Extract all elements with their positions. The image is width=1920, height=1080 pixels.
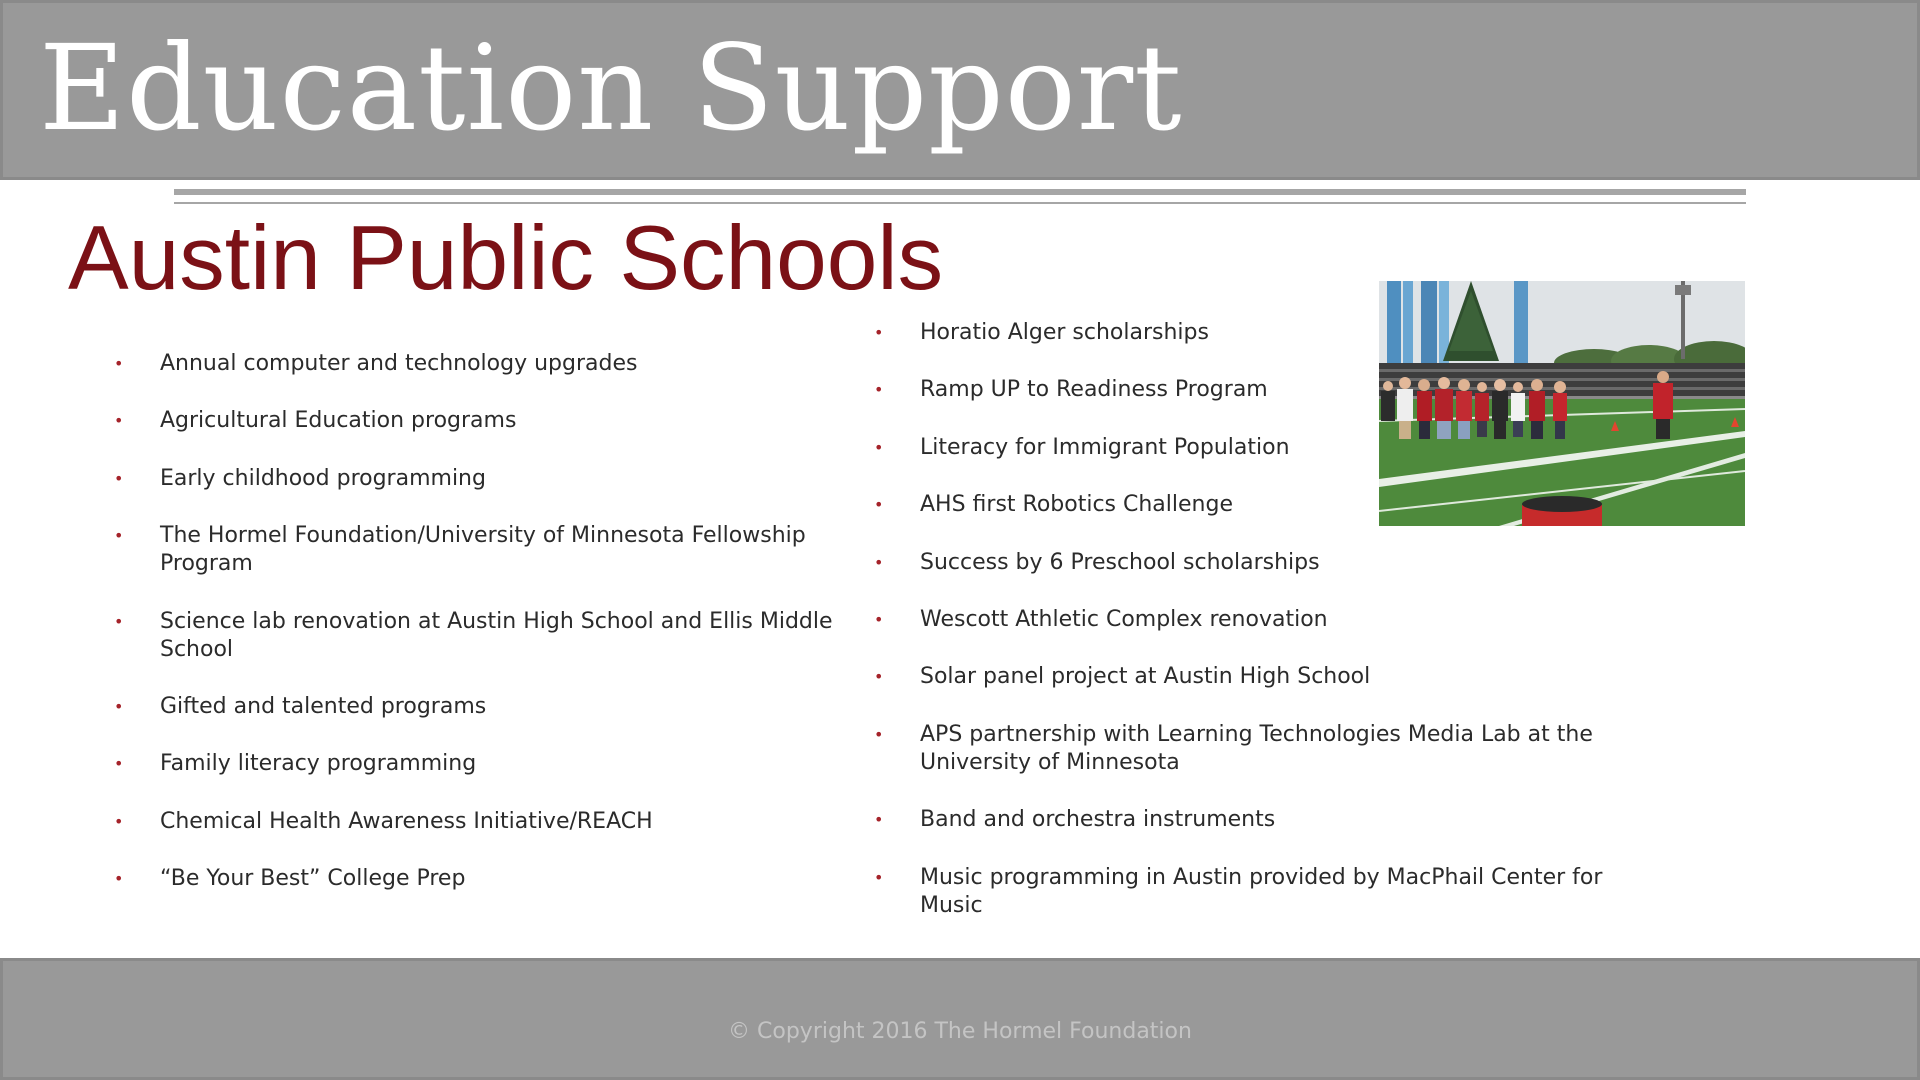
bullet-icon: • (874, 323, 884, 342)
list-item (112, 465, 842, 493)
list-item (112, 808, 842, 836)
bullet-icon: • (874, 609, 884, 629)
footer-bar (0, 958, 1920, 1080)
bullet-icon: • (874, 867, 884, 887)
bullet-icon: • (114, 354, 124, 373)
list-item-text: Chemical Health Awareness Initiative/REACH (160, 808, 653, 834)
list-item (872, 606, 1672, 634)
list-item-text: Science lab renovation at Austin High School and Ellis Middle School (160, 608, 833, 662)
bullet-icon: • (114, 526, 124, 546)
list-item-text: Ramp UP to Readiness Program (920, 377, 1268, 403)
list-item-text: APS partnership with Learning Technologies Media Lab at the University of Minnesota (920, 721, 1593, 775)
bullet-icon: • (114, 611, 124, 631)
list-item-text: Annual computer and technology upgrades (160, 351, 638, 376)
bullet-icon: • (114, 754, 124, 774)
title-bar (0, 0, 1920, 180)
divider-thick (174, 189, 1746, 195)
list-item (112, 407, 842, 435)
list-item-text: Agricultural Education programs (160, 408, 517, 434)
list-item-text: Horatio Alger scholarships (920, 320, 1209, 345)
bullet-icon: • (874, 667, 884, 687)
list-item-text: Band and orchestra instruments (920, 807, 1276, 833)
left-bullet-list (112, 350, 842, 923)
bullet-icon: • (874, 437, 884, 457)
list-item (112, 350, 842, 378)
list-item-text: Solar panel project at Austin High School (920, 664, 1371, 690)
football-field-photo (1379, 281, 1745, 526)
list-item-text: Success by 6 Preschool scholarships (920, 549, 1320, 575)
list-item-text: Family literacy programming (160, 751, 477, 777)
photo-illustration (1379, 281, 1745, 526)
list-item-text: Literacy for Immigrant Population (920, 434, 1290, 460)
list-item (872, 549, 1672, 577)
list-item (112, 750, 842, 778)
list-item (872, 864, 1672, 920)
bullet-icon: • (874, 552, 884, 572)
list-item-text: AHS first Robotics Challenge (920, 492, 1233, 518)
list-item (112, 865, 842, 893)
bullet-icon: • (114, 468, 124, 488)
copyright-text: © Copyright 2016 The Hormel Foundation (728, 1019, 1192, 1044)
bullet-icon: • (114, 696, 124, 716)
bullet-icon: • (874, 380, 884, 400)
slide-title: Education Support (39, 19, 1183, 157)
list-item (112, 522, 842, 578)
list-item-text: Early childhood programming (160, 465, 486, 491)
bullet-icon: • (874, 810, 884, 830)
list-item (112, 693, 842, 721)
bullet-icon: • (114, 869, 124, 889)
list-item-text: Music programming in Austin provided by MacPhail Center for Music (920, 864, 1603, 918)
list-item (112, 608, 842, 664)
section-heading: Austin Public Schools (68, 208, 944, 309)
list-item (872, 663, 1672, 691)
bullet-icon: • (114, 811, 124, 831)
list-item-text: The Hormel Foundation/University of Minnesota Fellowship Program (160, 523, 806, 577)
list-item-text: Wescott Athletic Complex renovation (920, 606, 1328, 632)
bullet-icon: • (114, 411, 124, 431)
bullet-icon: • (874, 495, 884, 515)
list-item-text: “Be Your Best” College Prep (160, 866, 466, 892)
list-item (872, 806, 1672, 834)
list-item (872, 721, 1672, 777)
bullet-icon: • (874, 724, 884, 744)
list-item-text: Gifted and talented programs (160, 693, 487, 719)
